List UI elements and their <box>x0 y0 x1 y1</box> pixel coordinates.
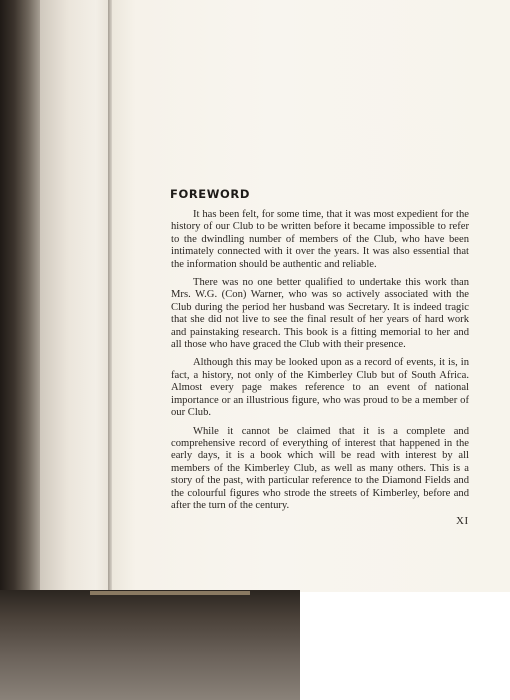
scanner-background <box>0 590 300 700</box>
paragraph: It has been felt, for some time, that it was most expedient for the history of our Club to be written before it became impossible to refer to the dwindling number of members of the Club, who have been intimately connected with it over the years. It was also essential that the information should be authentic and reliable. <box>171 209 469 270</box>
paragraph: While it cannot be claimed that it is a complete and comprehensive record of everything of interest that happened in the early days, it is a book which will be read with interest by all members of the Kimberley Club, as well as many others. This is a story of the past, with particular reference to the Diamond Fields and the colourful figures who strode the streets of Kimberley, before and after the turn of the century. <box>171 425 469 511</box>
foreword-body <box>171 209 469 518</box>
scanner-edge <box>90 591 250 595</box>
book-spine-shadow <box>0 0 40 600</box>
previous-page-strip <box>40 0 110 592</box>
page-number: XI <box>456 515 469 527</box>
paragraph: Although this may be looked upon as a record of events, it is, in fact, a history, not only of the Kimberley Club but of South Africa. Almost every page makes reference to an event of national importance or an illustrious figure, who was proud to be a member of our Club. <box>171 357 469 419</box>
paragraph: There was no one better qualified to undertake this work than Mrs. W.G. (Con) Warner, who was so actively associated with the Club during the period her husband was Secretary. It is indeed tragic that she did not live to see the final result of her years of hard work and painstaking research. This book is a fitting memorial to her and all those who have graced the Club with their presence. <box>171 277 469 351</box>
page-title: FOREWORD <box>170 187 251 201</box>
